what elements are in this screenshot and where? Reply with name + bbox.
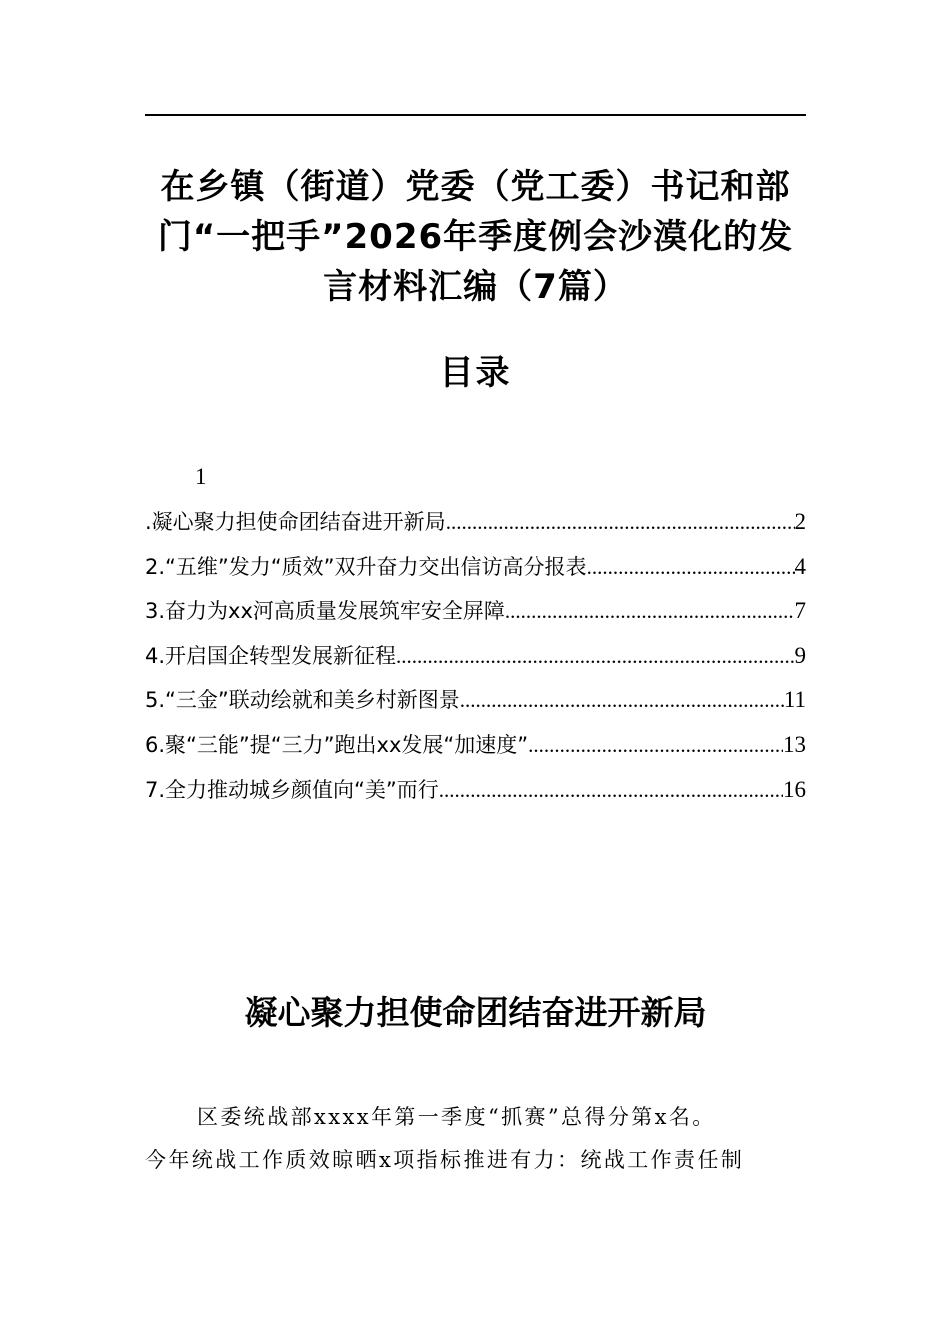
- top-rule: [145, 114, 806, 116]
- toc-entry-page: 9: [794, 642, 806, 668]
- toc-entry-3[interactable]: [145, 593, 806, 638]
- body-paragraph: [145, 1096, 806, 1182]
- section-title: 凝心聚力担使命团结奋进开新局: [244, 993, 707, 1032]
- toc-dot-leader: [439, 772, 783, 808]
- toc-entry-page: 2: [794, 509, 806, 534]
- body-line-2: 今年统战工作质效晾晒x项指标推进有力：统战工作责任制: [145, 1148, 745, 1172]
- toc-entry-page: 13: [783, 731, 806, 757]
- toc-entry-label: 6.聚“三能”提“三力”跑出xx发展“加速度”: [145, 732, 529, 757]
- toc-entry-page: 4: [794, 553, 806, 579]
- document-title-line-3: 言材料汇编（7篇）: [323, 267, 628, 307]
- toc-entry-label: 3.奋力为xx河高质量发展筑牢安全屏障: [145, 599, 505, 624]
- toc-entry-6[interactable]: [145, 727, 806, 772]
- toc-dot-leader: [528, 727, 783, 763]
- document-title-line-1: 在乡镇（街道）党委（党工委）书记和部: [160, 167, 791, 207]
- document-title-line-2: 门“一把手”2026年季度例会沙漠化的发: [157, 217, 794, 257]
- toc-dot-leader: [460, 682, 784, 718]
- toc-entry-2[interactable]: [145, 549, 806, 594]
- toc-entry-page: 16: [783, 776, 806, 802]
- toc-dot-leader: [505, 593, 795, 629]
- toc-dot-leader: [396, 638, 794, 674]
- toc-heading: 目录: [439, 353, 512, 393]
- toc-entry-label: 2.“五维”发力“质效”双升奋力交出信访高分报表: [145, 554, 587, 579]
- body-line-1: 区委统战部xxxx年第一季度“抓赛”总得分第x名。: [197, 1105, 716, 1129]
- toc-dot-leader: [587, 549, 795, 585]
- toc-entry-label: 5.“三金”联动绘就和美乡村新图景: [145, 688, 460, 713]
- table-of-contents: [145, 504, 806, 816]
- document-title: [145, 162, 806, 312]
- toc-entry-4[interactable]: [145, 638, 806, 683]
- toc-first-number: 1: [195, 464, 207, 489]
- toc-entry-label: 4.开启国企转型发展新征程: [145, 643, 397, 668]
- toc-entry-7[interactable]: [145, 772, 806, 817]
- toc-entry-5[interactable]: [145, 682, 806, 727]
- toc-entry-page: 11: [783, 687, 806, 713]
- toc-dot-leader: [446, 504, 795, 540]
- toc-entry-label: .凝心聚力担使命团结奋进开新局: [145, 510, 446, 534]
- toc-entry-1[interactable]: [145, 504, 806, 549]
- toc-entry-label: 7.全力推动城乡颜值向“美”而行: [145, 777, 439, 802]
- toc-entry-page: 7: [794, 598, 806, 624]
